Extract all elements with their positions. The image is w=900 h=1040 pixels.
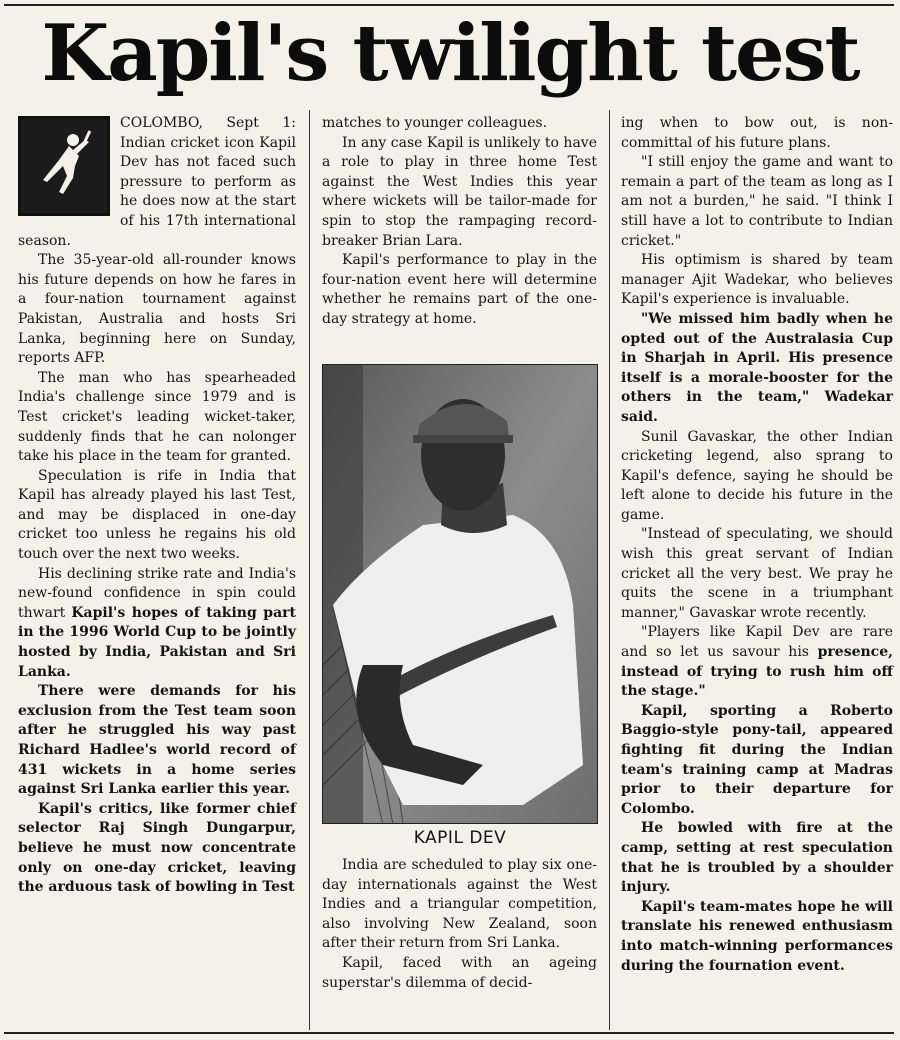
photo-caption: KAPIL DEV <box>413 828 507 848</box>
player-photo <box>322 364 598 824</box>
paragraph: In any case Kapil is unlikely to have a role to play in three home Test against the West Indies this year where wickets will be tailor-made for spin to stop the rampaging record-breaker Brian Lara. <box>322 134 597 249</box>
paragraph: Kapil, faced with an ageing superstar's dilemma of decid- <box>322 954 597 991</box>
column-rule <box>609 110 610 1030</box>
paragraph: "We missed him badly when he opted out of the Australasia Cup in Sharjah in April. His presence itself is a morale-booster for the others in the team," Wadekar said. <box>621 310 893 425</box>
paragraph <box>18 565 296 683</box>
paragraph: There were demands for his exclusion from the Test team soon after he struggled his way past Richard Hadlee's world record of 431 wickets in a home series against Sri Lanka earlier this year. <box>18 683 296 798</box>
paragraph: He bowled with fire at the camp, setting at rest speculation that he is troubled by a shoulder injury. <box>621 820 893 896</box>
paragraph: Sunil Gavaskar, the other Indian cricketing legend, also sprang to Kapil's defence, saying he should be left alone to decide his future in the game. <box>621 428 893 523</box>
paragraph-bold-text: Kapil's hopes of taking part in the 1996 World Cup to be jointly hosted by India, Pakistan and Sri Lanka. <box>18 604 296 680</box>
paragraph: The man who has spearheaded India's challenge since 1979 and is Test cricket's leading wicket-taker, suddenly finds that he can nolonger take his place in the team for granted. <box>18 369 296 465</box>
article-column-2-continued <box>322 856 597 993</box>
column-rule <box>309 110 310 1030</box>
article-column-1 <box>18 114 296 898</box>
paragraph: "Instead of speculating, we should wish this great servant of Indian cricket all the very best. We pray he quits the scene in a triumphant manner," Gavaskar wrote recently. <box>621 526 893 621</box>
paragraph: Kapil, sporting a Roberto Baggio-style pony-tail, appeared fighting fit during the Indian team's training camp at Madras prior to their departure for Colombo. <box>621 702 893 817</box>
paragraph: "I still enjoy the game and want to remain a part of the team as long as I am not a burden," he said. "I think I still have a lot to contribute to Indian cricket." <box>621 154 893 249</box>
article-column-3 <box>621 114 893 976</box>
paragraph: The 35-year-old all-rounder knows his future depends on how he fares in a four-nation tournament against Pakistan, Australia and hosts Sri Lanka, beginning here on Sunday, reports AFP. <box>18 252 296 367</box>
headline: Kapil's twilight test <box>41 8 859 99</box>
paragraph: matches to younger colleagues. <box>322 115 548 131</box>
paragraph: COLOMBO, Sept 1: Indian cricket icon Kapil Dev has not faced such pressure to perform as he does now at the start of his 17th international season. <box>18 115 296 249</box>
cricketer-icon <box>18 116 110 216</box>
paragraph: India are scheduled to play six one-day internationals against the West Indies and a triangular competition, also involving New Zealand, soon after their return from Sri Lanka. <box>322 857 597 952</box>
paragraph: Kapil's team-mates hope he will translate his renewed enthusiasm into match-winning performances during the fournation event. <box>621 898 893 974</box>
paragraph <box>621 623 893 701</box>
paragraph-bold-text: presence, instead of trying to rush him off the stage." <box>621 644 893 700</box>
paragraph: His optimism is shared by team manager Ajit Wadekar, who believes Kapil's experience is invaluable. <box>621 252 893 308</box>
paragraph-text: His declining strike rate and India's new-found confidence in spin could thwart <box>18 565 296 621</box>
paragraph: Speculation is rife in India that Kapil has already played his last Test, and may be displaced in one-day cricket too unless he regains his old touch over the next two weeks. <box>18 467 296 563</box>
article-column-2 <box>322 114 597 330</box>
paragraph: Kapil's critics, like former chief selector Raj Singh Dungarpur, believe he must now concentrate only on one-day cricket, leaving the arduous task of bowling in Test <box>18 800 296 896</box>
paragraph: Kapil's performance to play in the four-nation event here will determine whether he remains part of the one-day strategy at home. <box>322 252 597 327</box>
paragraph-text: "Players like Kapil Dev are rare and so let us savour his <box>621 624 893 661</box>
paragraph: ing when to bow out, is non-committal of his future plans. <box>621 115 893 151</box>
